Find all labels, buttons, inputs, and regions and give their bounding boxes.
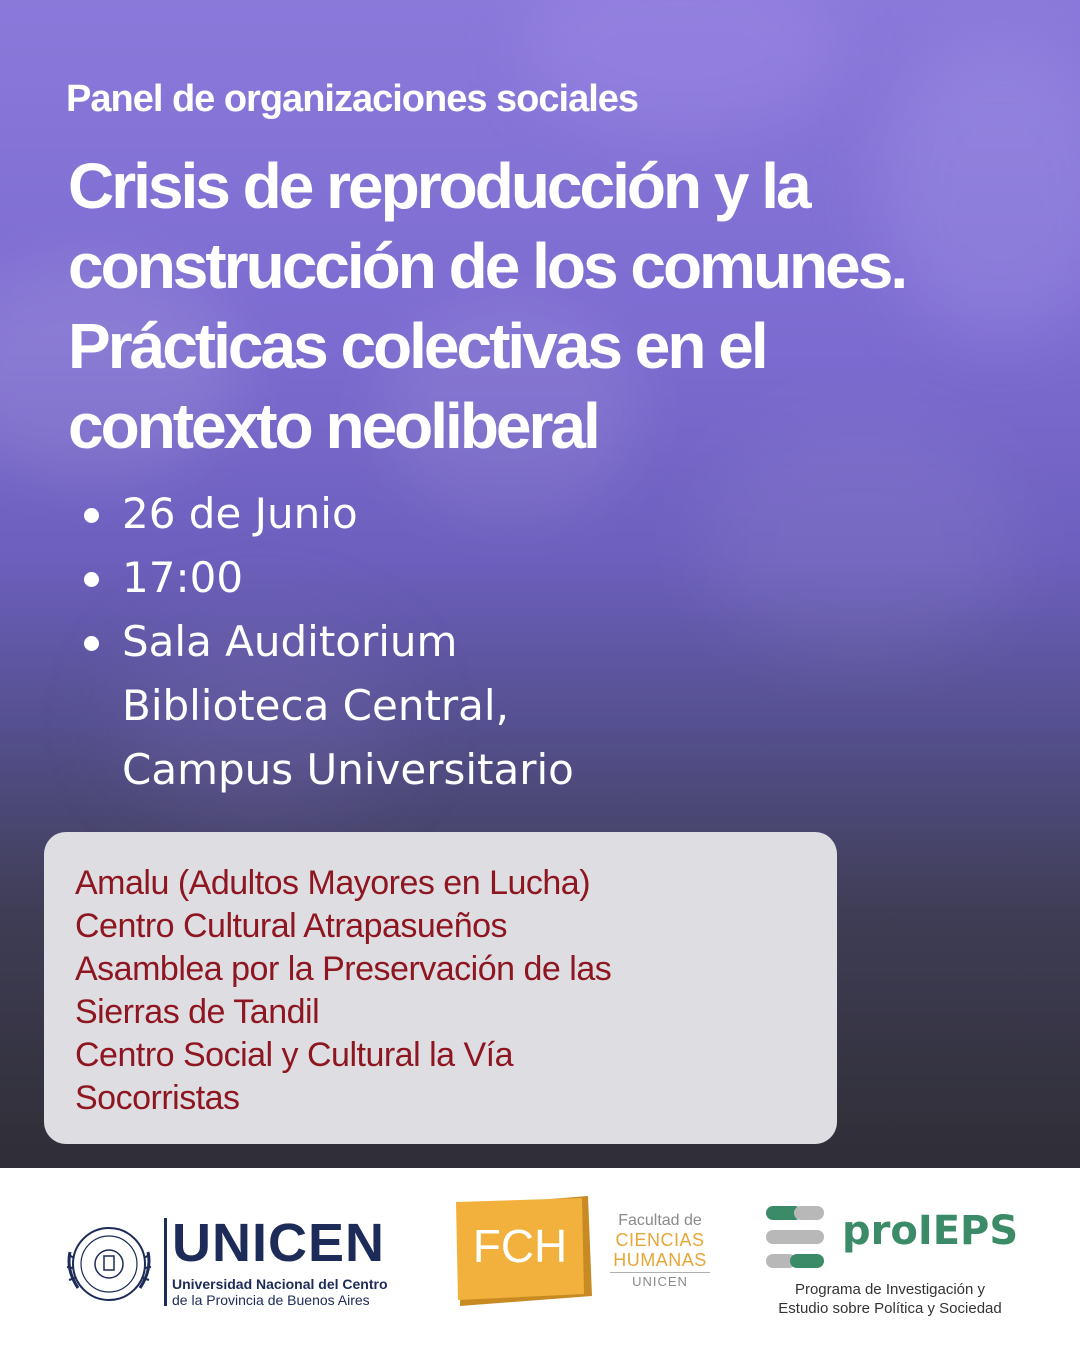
organization-item: Sierras de Tandil <box>75 993 320 1031</box>
venue-line: Biblioteca Central, <box>122 681 509 730</box>
unicen-divider <box>164 1218 167 1306</box>
unicen-wordmark: UNICEN <box>172 1213 386 1273</box>
venue-line: Sala Auditorium <box>122 617 458 666</box>
venue-line: Campus Universitario <box>122 745 574 794</box>
fch-line: CIENCIAS <box>615 1230 705 1250</box>
proieps-logo <box>766 1204 1056 1317</box>
fch-faculty-name <box>610 1212 710 1290</box>
organization-item: Amalu (Adultos Mayores en Lucha) <box>75 864 591 902</box>
proieps-subtitle-line: Estudio sobre Política y Sociedad <box>778 1300 1002 1317</box>
fch-badge-icon <box>454 1196 594 1308</box>
unicen-subtitle-line: de la Provincia de Buenos Aires <box>172 1292 370 1308</box>
title-line: Crisis de reproducción y la <box>68 150 809 222</box>
time-text: 17:00 <box>122 553 244 602</box>
fch-line: UNICEN <box>610 1272 710 1290</box>
proieps-subtitle-line: Programa de Investigación y <box>794 1281 986 1298</box>
title-line: construcción de los comunes. <box>68 230 906 302</box>
title-line: contexto neoliberal <box>68 390 598 462</box>
unicen-subtitle-line: Universidad Nacional del Centro <box>172 1276 388 1292</box>
organization-item: Centro Social y Cultural la Vía <box>75 1036 514 1074</box>
organization-item: Asamblea por la Preservación de las <box>75 950 612 988</box>
sponsor-footer <box>0 1168 1080 1350</box>
organization-item: Centro Cultural Atrapasueños <box>75 907 508 945</box>
proieps-bars-icon <box>766 1206 826 1268</box>
event-venue <box>76 610 574 802</box>
date-text: 26 de Junio <box>122 489 358 538</box>
unicen-logo <box>64 1213 388 1308</box>
event-title <box>68 146 1058 466</box>
event-details-list <box>76 482 574 802</box>
title-line: Prácticas colectivas en el <box>68 310 766 382</box>
fch-line: Facultad de <box>618 1212 702 1229</box>
proieps-wordmark: proIEPS <box>842 1208 1019 1254</box>
event-subtitle: Panel de organizaciones sociales <box>66 78 639 120</box>
event-date <box>76 482 574 546</box>
fch-line: HUMANAS <box>613 1250 707 1270</box>
fch-logo <box>454 1196 714 1306</box>
unicen-seal-icon <box>64 1222 154 1306</box>
proieps-subtitle <box>766 1280 1014 1318</box>
organizations-panel <box>44 832 837 1144</box>
unicen-subtitle <box>172 1276 412 1308</box>
organization-item: Socorristas <box>75 1079 240 1117</box>
event-time <box>76 546 574 610</box>
organizations-list <box>75 862 817 1120</box>
fch-acronym: FCH <box>472 1220 568 1272</box>
